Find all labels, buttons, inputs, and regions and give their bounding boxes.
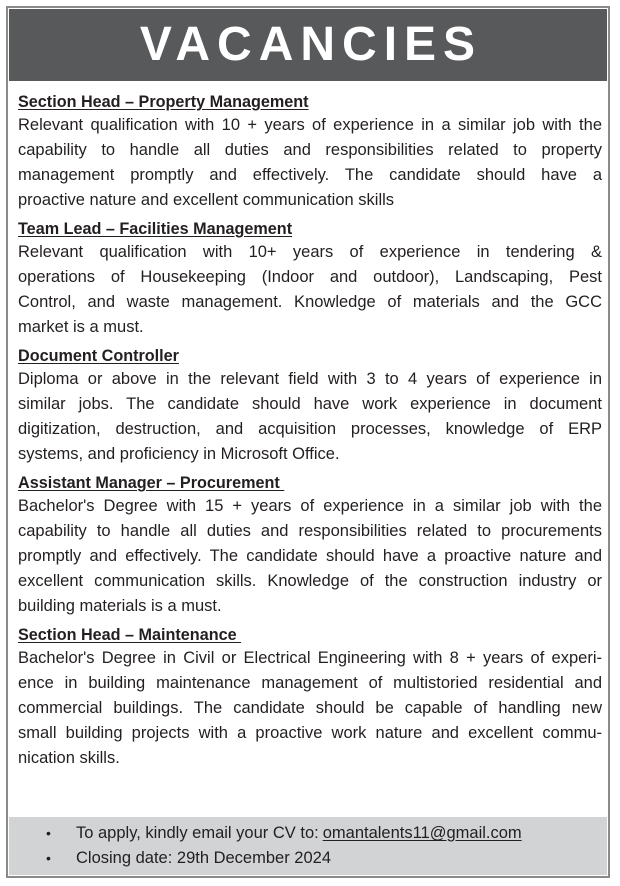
description-line: nication skills. xyxy=(18,749,120,767)
description-line: ence in building maintenance management of multistoried residential and xyxy=(18,674,602,692)
job-assistant-manager-procurement xyxy=(18,472,602,619)
description-line: market is a must. xyxy=(18,318,144,336)
description-line: promptly and effectively. The candidate should have a proactive nature and xyxy=(18,547,602,565)
page-title: VACANCIES xyxy=(139,18,483,71)
description-line: management promptly and effectively. The candidate should have a xyxy=(18,166,602,184)
job-description xyxy=(18,240,602,340)
description-line: Diploma or above in the relevant field with 3 to 4 years of experience in xyxy=(18,370,602,388)
closing-date xyxy=(46,847,331,869)
description-line: capability to handle all duties and responsibilities related to procurements xyxy=(18,522,602,540)
job-document-controller xyxy=(18,345,602,467)
description-line: similar jobs. The candidate should have work experience in document xyxy=(18,395,602,413)
job-title: Team Lead – Facilities Management xyxy=(18,220,293,238)
description-line: digitization, destruction, and acquisition processes, knowledge of ERP xyxy=(18,420,602,438)
vacancy-list xyxy=(18,91,602,771)
job-description xyxy=(18,113,602,213)
bullet-icon: • xyxy=(46,850,51,866)
description-line: Relevant qualification with 10+ years of experience in tendering & xyxy=(18,243,602,261)
description-line: excellent communication skills. Knowledge of the construction industry or xyxy=(18,572,602,590)
closing-date-text: Closing date: 29th December 2024 xyxy=(76,849,331,867)
job-title: Assistant Manager – Procurement xyxy=(18,474,285,492)
description-line: Bachelor's Degree with 15 + years of experience in a similar job with the xyxy=(18,497,602,515)
job-team-lead-facilities xyxy=(18,218,602,340)
header-banner xyxy=(9,9,607,81)
description-line: systems, and proficiency in Microsoft Office. xyxy=(18,445,340,463)
job-title: Section Head – Maintenance xyxy=(18,626,242,644)
description-line: Bachelor's Degree in Civil or Electrical Engineering with 8 + years of experi- xyxy=(18,649,602,667)
job-title: Document Controller xyxy=(18,347,179,365)
job-description xyxy=(18,646,602,771)
job-section-head-maintenance xyxy=(18,624,602,771)
description-line: small building projects with a proactive work nature and excellent commu- xyxy=(18,724,602,742)
description-line: Control, and waste management. Knowledge of materials and the GCC xyxy=(18,293,602,311)
description-line: proactive nature and excellent communication skills xyxy=(18,191,395,209)
job-title: Section Head – Property Management xyxy=(18,93,309,111)
description-line: capability to handle all duties and responsibilities related to property xyxy=(18,141,602,159)
apply-footer xyxy=(9,817,607,875)
description-line: building materials is a must. xyxy=(18,597,222,615)
email-link[interactable]: omantalents11@gmail.com xyxy=(322,824,522,842)
apply-text: To apply, kindly email your CV to: xyxy=(76,824,319,842)
job-description xyxy=(18,494,602,619)
job-section-head-property xyxy=(18,91,602,213)
description-line: Relevant qualification with 10 + years of experience in a similar job with the xyxy=(18,116,602,134)
apply-instruction xyxy=(46,822,522,844)
bullet-icon: • xyxy=(46,825,51,841)
description-line: commercial buildings. The candidate should be capable of handling new xyxy=(18,699,602,717)
description-line: operations of Housekeeping (Indoor and outdoor), Landscaping, Pest xyxy=(18,268,602,286)
job-description xyxy=(18,367,602,467)
